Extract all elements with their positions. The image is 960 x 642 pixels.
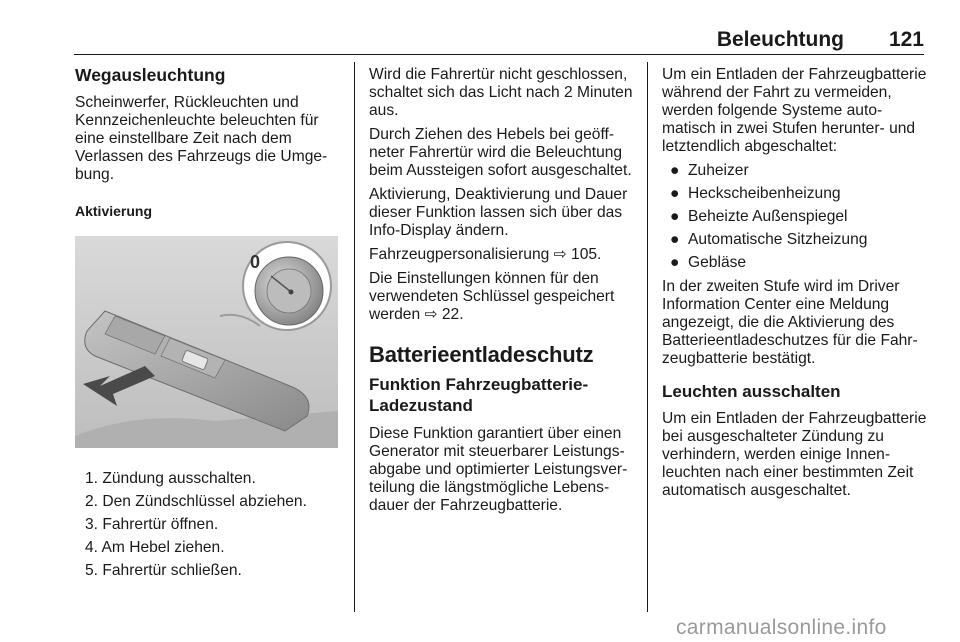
list-item: ● Beheizte Außenspiegel xyxy=(670,208,848,225)
section-title: Batterieentladeschutz xyxy=(369,342,594,367)
figure-label: 0 xyxy=(250,252,261,272)
paragraph: Die Einstellungen können für den verwendeten Schlüssel gespeichert werden ⇨ 22. xyxy=(369,270,615,323)
bullet-icon: ● xyxy=(670,162,680,179)
steps-list xyxy=(85,470,343,580)
column-divider-2 xyxy=(647,62,648,612)
page-number: 121 xyxy=(888,28,924,51)
step-item: 4. Am Hebel ziehen. xyxy=(85,539,225,556)
list-item: ● Gebläse xyxy=(670,254,747,271)
paragraph: Um ein Entladen der Fahrzeugbatterie während der Fahrt zu vermeiden, werden folgende Systeme automatisch in zwei Stufen herunter- und letztendlich abgeschaltet: xyxy=(662,66,927,155)
lever-image xyxy=(75,236,338,448)
column-2 xyxy=(369,66,637,521)
list-item: ● Zuheizer xyxy=(670,162,749,179)
cross-reference-personalisation[interactable]: Fahrzeugpersonalisierung ⇨ 105. xyxy=(369,246,602,263)
column-3 xyxy=(662,66,928,506)
paragraph: Diese Funktion garantiert über einen Generator mit steuerbarer Leistungsabgabe und optimierter Leistungsverteilung die längstmögliche Lebensdauer der Fahrzeugbatterie. xyxy=(369,425,628,514)
paragraph: In der zweiten Stufe wird im Driver Information Center eine Meldung angezeigt, die die Aktivierung des Batterieentladeschutzes für die Fahrzeugbatterie bestätigt. xyxy=(662,278,918,367)
intro-paragraph: Scheinwerfer, Rückleuchten und Kennzeichenleuchte beleuchten für eine einstellbare Zeit nach dem Verlassen des Fahrzeugs die Umgebung. xyxy=(75,94,328,183)
watermark: carmanualsonline.info xyxy=(676,616,887,639)
lever-illustration xyxy=(75,236,338,448)
bullet-icon: ● xyxy=(670,208,680,225)
bullet-icon: ● xyxy=(670,231,680,248)
subheading: Leuchten ausschalten xyxy=(662,382,841,401)
subheading: Aktivierung xyxy=(75,203,153,219)
step-item: 1. Zündung ausschalten. xyxy=(85,470,256,487)
list-item: ● Heckscheibenheizung xyxy=(670,185,841,202)
column-divider-1 xyxy=(354,62,355,612)
systems-list xyxy=(662,162,928,272)
paragraph: Wird die Fahrertür nicht geschlossen, schaltet sich das Licht nach 2 Minuten aus. xyxy=(369,66,633,119)
list-item: ● Automatische Sitzheizung xyxy=(670,231,868,248)
step-item: 5. Fahrertür schließen. xyxy=(85,562,242,579)
subheading: Funktion Fahrzeugbatterie-Ladezustand xyxy=(369,375,589,415)
page-header xyxy=(74,26,924,55)
bullet-icon: ● xyxy=(670,185,680,202)
section-heading: Wegausleuchtung xyxy=(75,65,226,85)
paragraph: Aktivierung, Deaktivierung und Dauer dieser Funktion lassen sich über das Info-Display ändern. xyxy=(369,186,628,239)
step-item: 2. Den Zündschlüssel abziehen. xyxy=(85,493,307,510)
bullet-icon: ● xyxy=(670,254,680,271)
step-item: 3. Fahrertür öffnen. xyxy=(85,516,219,533)
page-title: Beleuchtung xyxy=(716,28,844,51)
paragraph: Durch Ziehen des Hebels bei geöffneter Fahrertür wird die Beleuchtung beim Aussteigen sofort ausgeschaltet. xyxy=(369,126,632,179)
column-1 xyxy=(75,64,343,585)
paragraph: Um ein Entladen der Fahrzeugbatterie bei ausgeschalteter Zündung zu verhindern, werden einige Innenleuchten nach einer bestimmten Zeit automatisch ausgeschaltet. xyxy=(662,410,927,499)
